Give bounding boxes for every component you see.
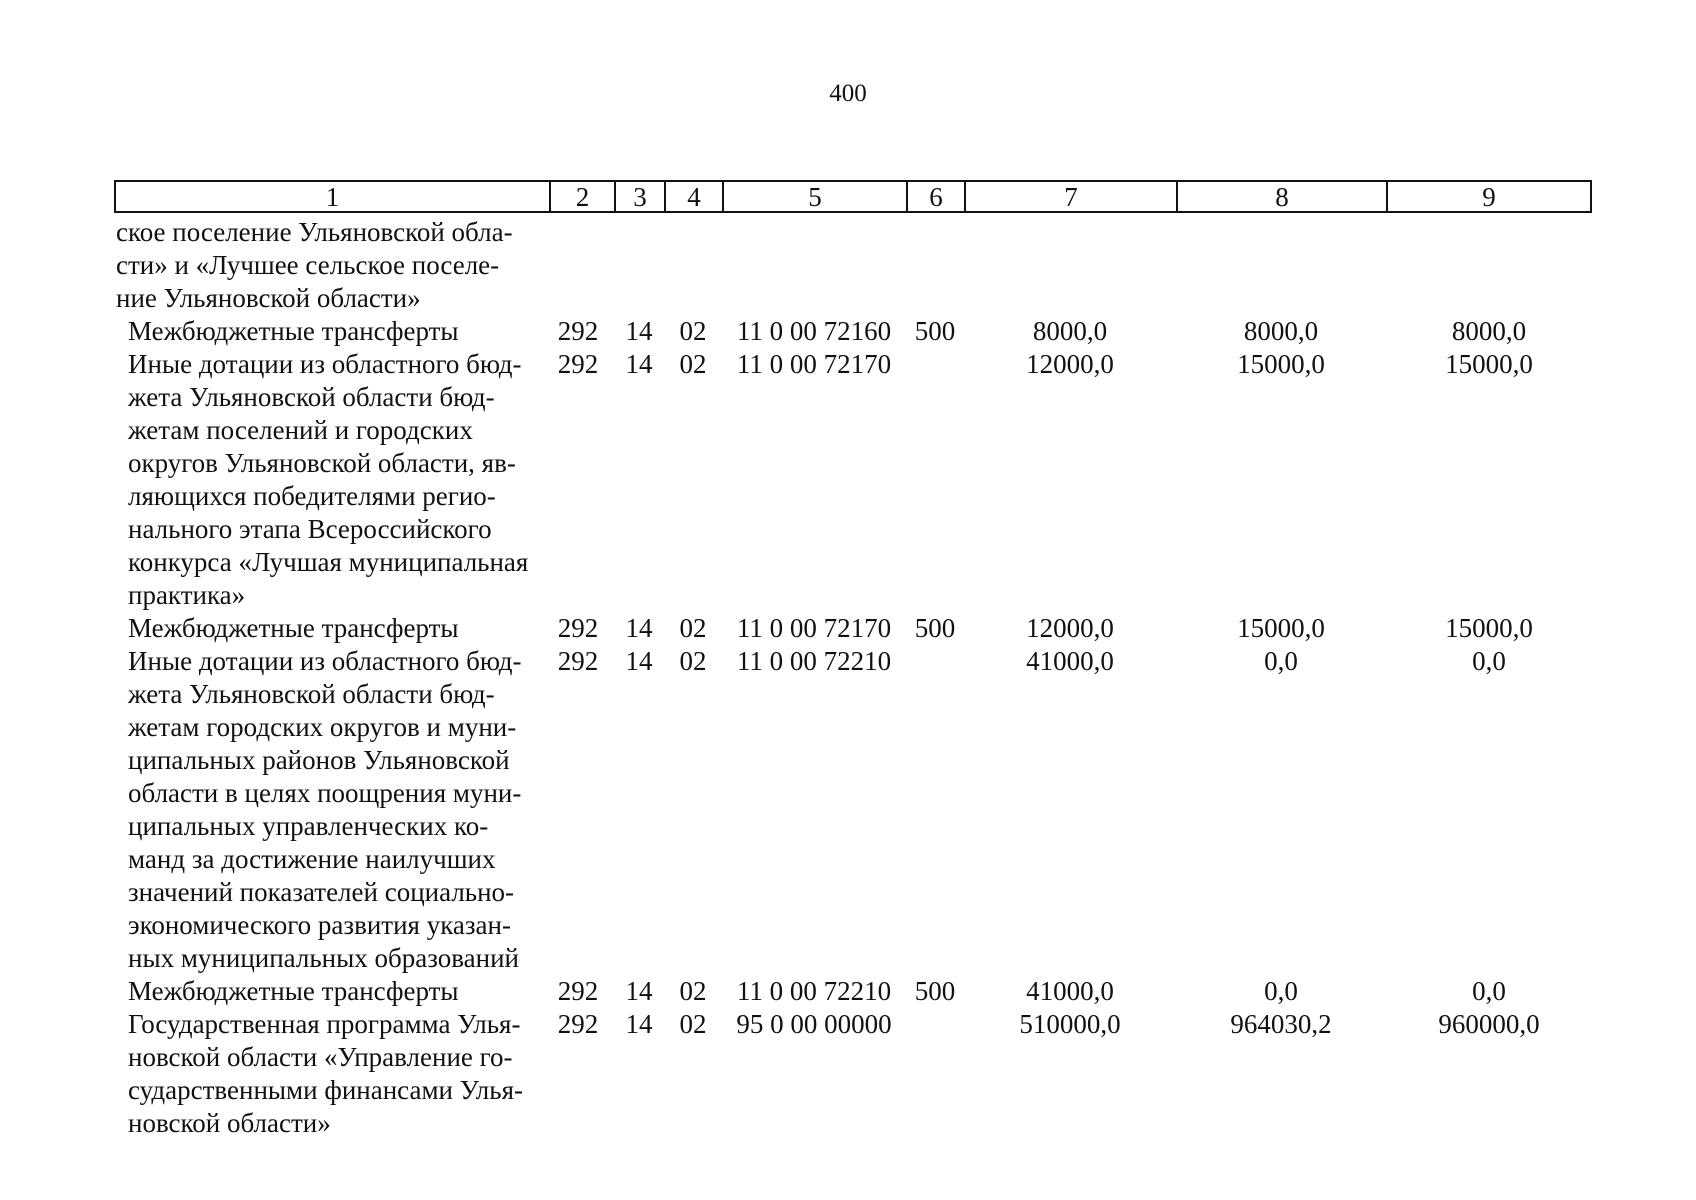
row-col-8: 8000,0 — [1243, 316, 1319, 346]
row-col-7: 510000,0 — [1019, 1009, 1121, 1039]
row-name-line: округов Ульяновской области, яв- — [128, 448, 516, 478]
row-col-7: 41000,0 — [1026, 976, 1114, 1006]
row-col-2: 292 — [557, 613, 599, 643]
row-col-9 — [1386, 216, 1592, 315]
row-col-9: 15000,0 — [1445, 349, 1533, 379]
row-col-4 — [664, 216, 722, 315]
row-col-3: 14 — [625, 646, 653, 676]
row-name-line: Межбюджетные трансферты — [128, 613, 459, 643]
row-col-5: 11 0 00 72160 — [736, 316, 892, 346]
row-name — [114, 315, 542, 348]
row-col-7: 8000,0 — [1032, 316, 1108, 346]
row-col-8: 15000,0 — [1237, 349, 1325, 379]
row-name-line: Межбюджетные трансферты — [128, 316, 459, 346]
row-name-line: конкурса «Лучшая муниципальная — [128, 547, 529, 577]
row-col-3: 14 — [625, 976, 653, 1006]
row-col-7: 12000,0 — [1026, 349, 1114, 379]
table-row — [114, 348, 1592, 612]
row-col-9: 15000,0 — [1445, 613, 1533, 643]
row-col-3: 14 — [625, 316, 653, 346]
row-col-2: 292 — [557, 646, 599, 676]
row-col-6 — [906, 645, 964, 975]
row-name-line: ние Ульяновской области» — [116, 283, 421, 313]
table-body — [114, 216, 1592, 1140]
row-name-line: сударственными финансами Улья- — [128, 1075, 524, 1105]
row-col-3: 14 — [625, 613, 653, 643]
row-col-4: 02 — [679, 646, 707, 676]
row-col-7 — [964, 216, 1176, 315]
row-col-6: 500 — [914, 316, 956, 346]
row-col-4: 02 — [679, 349, 707, 379]
column-header-7: 7 — [966, 182, 1178, 211]
table-row — [114, 645, 1592, 975]
row-col-5: 11 0 00 72170 — [736, 613, 892, 643]
row-col-9: 960000,0 — [1438, 1009, 1540, 1039]
row-name-line: ципальных управленческих ко- — [128, 811, 489, 841]
row-col-6 — [906, 1008, 964, 1140]
row-col-4: 02 — [679, 976, 707, 1006]
column-header-3: 3 — [616, 182, 666, 211]
column-header-9: 9 — [1482, 182, 1496, 212]
row-name-line: жетам поселений и городских — [128, 415, 473, 445]
row-col-5 — [722, 216, 906, 315]
row-name-line: ляющихся победителями регио- — [128, 481, 496, 511]
row-col-9: 0,0 — [1472, 646, 1506, 676]
row-col-2: 292 — [557, 349, 599, 379]
row-name-line: практика» — [128, 580, 246, 610]
row-col-6: 500 — [914, 976, 956, 1006]
table-row — [114, 1008, 1592, 1140]
row-name — [114, 645, 542, 975]
row-col-9: 0,0 — [1472, 976, 1506, 1006]
row-name-line: новской области» — [128, 1108, 331, 1138]
row-name — [114, 612, 542, 645]
row-name-line: экономического развития указан- — [128, 910, 511, 940]
row-name-line: нального этапа Всероссийского — [128, 514, 492, 544]
row-col-5: 11 0 00 72210 — [736, 976, 892, 1006]
row-name-line: манд за достижение наилучших — [128, 844, 496, 874]
table-header — [114, 180, 1592, 213]
table-row — [114, 612, 1592, 645]
row-col-7: 12000,0 — [1026, 613, 1114, 643]
row-name-line: Межбюджетные трансферты — [128, 976, 459, 1006]
column-header-6: 6 — [908, 182, 966, 211]
row-name-line: ское поселение Ульяновской обла- — [116, 217, 513, 247]
row-name — [114, 1008, 542, 1140]
row-col-8: 964030,2 — [1230, 1009, 1332, 1039]
row-name-line: сти» и «Лучшее сельское поселе- — [116, 250, 500, 280]
row-name — [114, 348, 542, 612]
row-name-line: ных муниципальных образований — [128, 943, 519, 973]
row-name-line: Иные дотации из областного бюд- — [128, 349, 522, 379]
column-header-5: 5 — [724, 182, 908, 211]
column-header-8: 8 — [1178, 182, 1388, 211]
row-name-line: жета Ульяновской области бюд- — [128, 382, 495, 412]
row-name — [114, 216, 542, 315]
row-col-2: 292 — [557, 316, 599, 346]
row-name-line: ципальных районов Ульяновской — [128, 745, 510, 775]
row-col-4: 02 — [679, 316, 707, 346]
row-col-5: 95 0 00 00000 — [736, 1009, 892, 1039]
row-col-8 — [1176, 216, 1386, 315]
row-col-3: 14 — [625, 349, 653, 379]
row-col-6: 500 — [914, 613, 956, 643]
row-col-2: 292 — [557, 1009, 599, 1039]
column-header-1: 1 — [116, 182, 551, 211]
row-col-7: 41000,0 — [1026, 646, 1114, 676]
row-name — [114, 975, 542, 1008]
row-col-8: 0,0 — [1264, 976, 1298, 1006]
row-col-2: 292 — [557, 976, 599, 1006]
row-col-4: 02 — [679, 613, 707, 643]
row-col-8: 15000,0 — [1237, 613, 1325, 643]
row-col-4: 02 — [679, 1009, 707, 1039]
row-col-6 — [906, 348, 964, 612]
row-name-line: области в целях поощрения муни- — [128, 778, 522, 808]
row-name-line: Государственная программа Улья- — [128, 1009, 521, 1039]
row-col-3 — [614, 216, 664, 315]
row-col-3: 14 — [625, 1009, 653, 1039]
row-col-5: 11 0 00 72170 — [736, 349, 892, 379]
row-col-5: 11 0 00 72210 — [736, 646, 892, 676]
row-name-line: жета Ульяновской области бюд- — [128, 679, 495, 709]
column-header-4: 4 — [666, 182, 724, 211]
row-col-8: 0,0 — [1264, 646, 1298, 676]
row-name-line: новской области «Управление го- — [128, 1042, 513, 1072]
row-col-6 — [906, 216, 964, 315]
table-row — [114, 315, 1592, 348]
column-header-2: 2 — [551, 182, 616, 211]
table-row — [114, 975, 1592, 1008]
page-number: 400 — [829, 80, 867, 107]
table-row — [114, 216, 1592, 315]
row-name-line: значений показателей социально- — [128, 877, 515, 907]
row-col-2 — [542, 216, 614, 315]
row-name-line: Иные дотации из областного бюд- — [128, 646, 522, 676]
row-name-line: жетам городских округов и муни- — [128, 712, 517, 742]
row-col-9: 8000,0 — [1451, 316, 1527, 346]
